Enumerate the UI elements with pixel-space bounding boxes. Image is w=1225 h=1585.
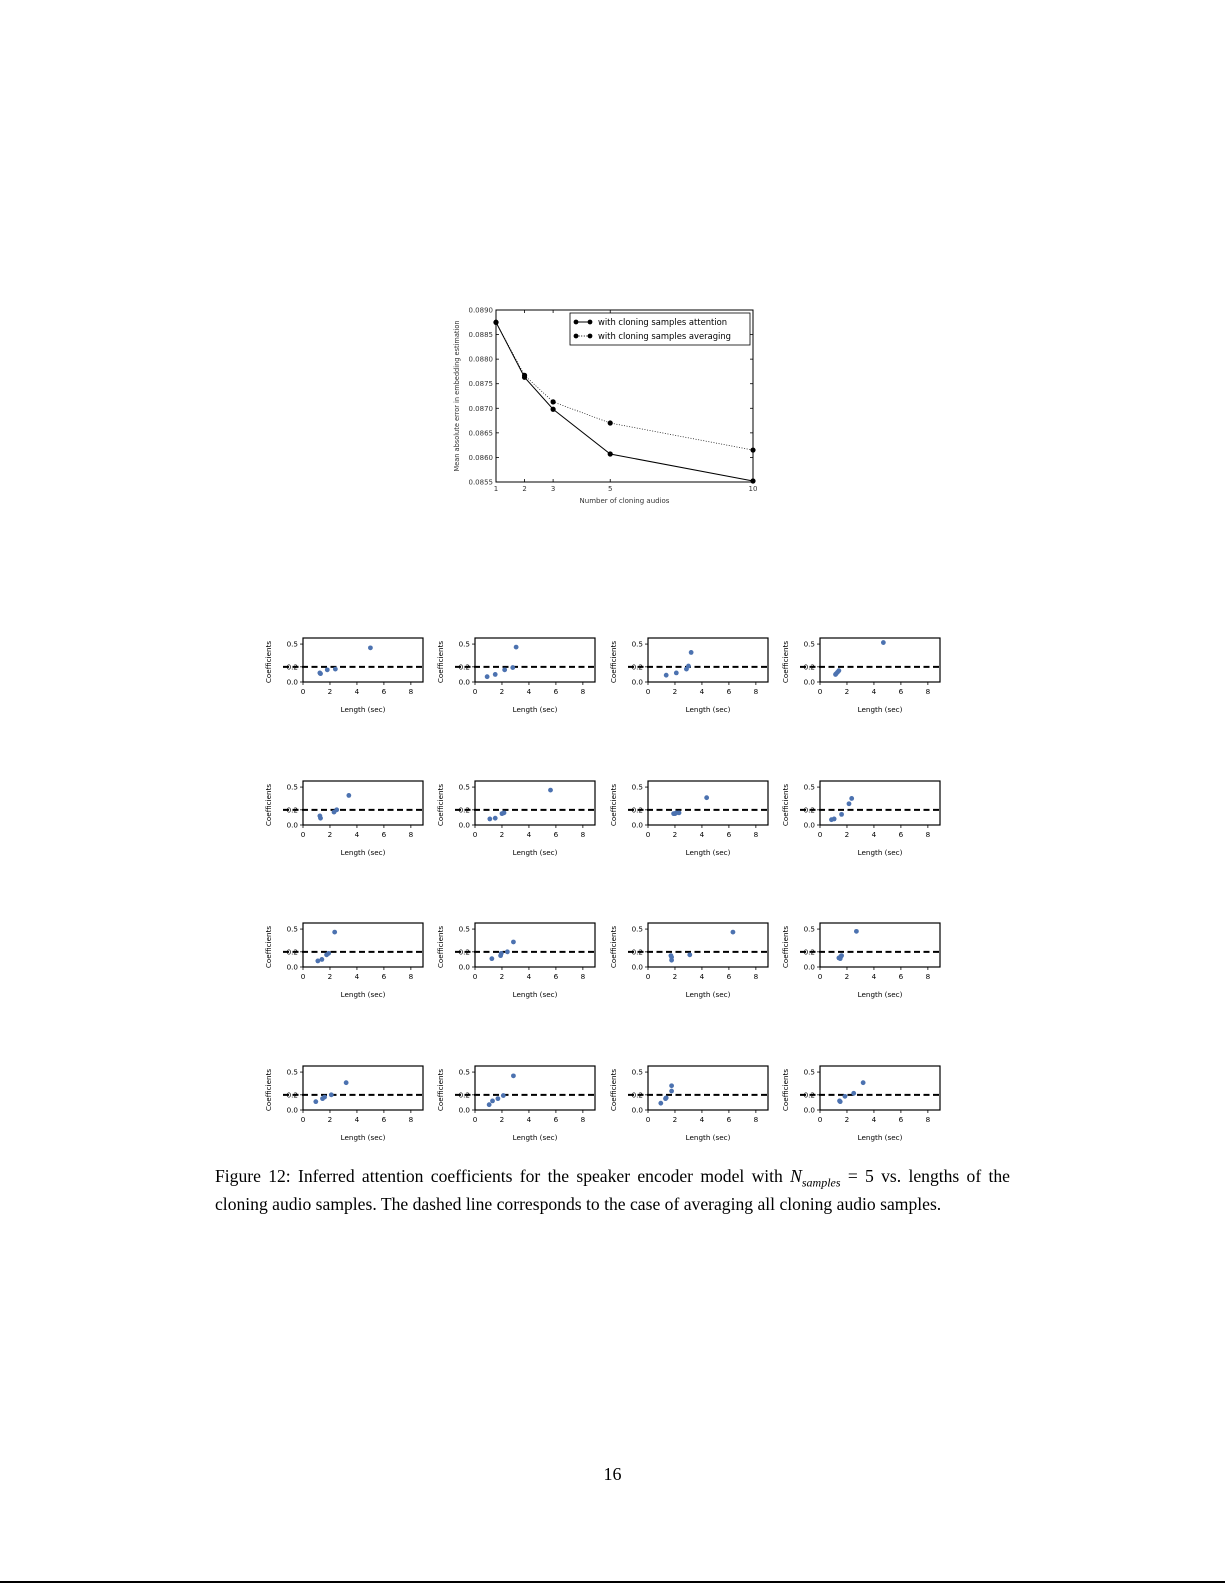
y-axis-label: Coefficients <box>609 783 618 827</box>
x-axis-label: Length (sec) <box>512 1133 558 1142</box>
x-tick-label: 8 <box>925 972 931 981</box>
y-axis-label: Coefficients <box>609 640 618 684</box>
panel-frame <box>648 1066 768 1110</box>
x-tick-label: 2 <box>327 1115 333 1124</box>
x-tick-label: 4 <box>699 1115 705 1124</box>
x-tick-label: 2 <box>327 830 333 839</box>
coefficient-point <box>832 817 837 822</box>
coefficient-point <box>368 645 373 650</box>
x-tick-label: 2 <box>499 687 505 696</box>
y-tick-label: 0.5 <box>803 782 815 792</box>
y-tick-label: 0.0 <box>286 820 298 830</box>
line-chart-svg <box>445 300 765 510</box>
x-tick-label: 2 <box>327 687 333 696</box>
x-tick-label: 8 <box>580 1115 586 1124</box>
coefficient-point <box>313 1099 318 1104</box>
data-point <box>608 451 613 456</box>
y-axis-label: Coefficients <box>781 640 790 684</box>
coefficient-point <box>686 664 691 669</box>
y-tick-label: 0.2 <box>286 662 298 672</box>
x-axis-label: Length (sec) <box>340 990 386 999</box>
panel-frame <box>820 923 940 967</box>
coefficient-point <box>847 801 852 806</box>
x-axis-label: Length (sec) <box>340 1133 386 1142</box>
scatter-panel-4 <box>775 630 950 720</box>
x-tick-label: 6 <box>898 1115 904 1124</box>
coefficient-point <box>664 1095 669 1100</box>
panel-frame <box>475 1066 595 1110</box>
x-tick-label: 6 <box>553 972 559 981</box>
y-tick-label: 0.2 <box>803 662 815 672</box>
x-tick-label: 0 <box>472 972 478 981</box>
x-tick-label: 4 <box>526 972 532 981</box>
coefficient-point <box>325 667 330 672</box>
x-tick-label: 6 <box>381 830 387 839</box>
y-tick-label: 0.0880 <box>468 355 493 364</box>
y-tick-label: 0.0 <box>803 962 815 972</box>
x-tick-label: 6 <box>898 972 904 981</box>
coefficient-point <box>669 958 674 963</box>
y-tick-label: 0.5 <box>631 639 643 649</box>
panel-frame <box>475 638 595 682</box>
coefficient-point <box>731 930 736 935</box>
caption-math: $N_{samples}$ <box>790 1166 841 1190</box>
scatter-panel-11 <box>603 915 778 1005</box>
data-point <box>551 399 556 404</box>
y-tick-label: 0.2 <box>458 805 470 815</box>
scatter-panel-6 <box>430 773 605 863</box>
coefficient-point <box>329 1092 334 1097</box>
x-tick-label: 6 <box>726 830 732 839</box>
y-tick-label: 0.0 <box>458 962 470 972</box>
x-tick-label: 4 <box>871 972 877 981</box>
coefficient-point <box>318 816 323 821</box>
y-tick-label: 0.0890 <box>468 306 493 315</box>
x-tick-label: 4 <box>526 1115 532 1124</box>
legend-entry: with cloning samples attention <box>598 317 728 327</box>
y-tick-label: 0.0 <box>631 1105 643 1115</box>
coefficient-point <box>502 810 507 815</box>
coefficient-point <box>704 795 709 800</box>
y-axis-label: Coefficients <box>436 1068 445 1112</box>
scatter-panel-2 <box>430 630 605 720</box>
coefficient-point <box>838 1099 843 1104</box>
coefficient-point <box>854 929 859 934</box>
coefficient-point <box>319 957 324 962</box>
y-tick-label: 0.0 <box>286 962 298 972</box>
coefficient-point <box>332 930 337 935</box>
x-tick-label: 6 <box>381 687 387 696</box>
caption-suffix: = 5 vs. lengths of the cloning audio samples. The dashed line corresponds to the case of averaging all cloning audio samples. <box>215 1166 1010 1214</box>
x-tick-label: 4 <box>354 830 360 839</box>
legend <box>570 313 750 345</box>
x-tick-label: 8 <box>925 830 931 839</box>
coefficient-point <box>881 640 886 645</box>
y-tick-label: 0.0 <box>286 677 298 687</box>
coefficient-point <box>493 672 498 677</box>
y-tick-label: 0.5 <box>286 924 298 934</box>
data-point <box>522 373 527 378</box>
x-tick-label: 2 <box>672 687 678 696</box>
y-axis-label: Coefficients <box>781 1068 790 1112</box>
scatter-panel-3 <box>603 630 778 720</box>
x-tick-label: 8 <box>753 687 759 696</box>
x-tick-label: 4 <box>699 972 705 981</box>
coefficient-point <box>511 940 516 945</box>
coefficient-point <box>839 812 844 817</box>
caption-prefix: Figure 12: Inferred attention coefficients for the speaker encoder model with <box>215 1166 791 1186</box>
y-axis-label: Coefficients <box>264 640 273 684</box>
x-tick-label: 4 <box>354 687 360 696</box>
y-tick-label: 0.5 <box>286 1067 298 1077</box>
x-tick-label: 8 <box>408 1115 414 1124</box>
x-tick-label: 1 <box>493 485 499 493</box>
coefficient-point <box>674 670 679 675</box>
panel-frame <box>820 781 940 825</box>
x-tick-label: 6 <box>726 1115 732 1124</box>
y-tick-label: 0.2 <box>286 805 298 815</box>
coefficient-point <box>505 949 510 954</box>
y-tick-label: 0.0 <box>631 820 643 830</box>
y-tick-label: 0.5 <box>803 924 815 934</box>
x-axis-label: Length (sec) <box>340 848 386 857</box>
x-tick-label: 2 <box>844 1115 850 1124</box>
y-tick-label: 0.2 <box>803 947 815 957</box>
x-axis-label: Length (sec) <box>685 705 731 714</box>
x-axis-label: Length (sec) <box>685 990 731 999</box>
coefficient-point <box>510 665 515 670</box>
scatter-panel-12 <box>775 915 950 1005</box>
x-axis-label: Length (sec) <box>857 1133 903 1142</box>
x-tick-label: 4 <box>526 830 532 839</box>
y-tick-label: 0.5 <box>286 782 298 792</box>
y-tick-label: 0.2 <box>631 805 643 815</box>
x-tick-label: 0 <box>300 1115 306 1124</box>
x-axis-label: Length (sec) <box>512 705 558 714</box>
coefficient-point <box>485 674 490 679</box>
series-line-0 <box>496 322 753 481</box>
legend-entry: with cloning samples averaging <box>598 331 731 341</box>
x-tick-label: 0 <box>645 1115 651 1124</box>
coefficient-point <box>490 1098 495 1103</box>
y-tick-label: 0.5 <box>631 924 643 934</box>
x-tick-label: 0 <box>645 830 651 839</box>
y-tick-label: 0.2 <box>803 1090 815 1100</box>
x-tick-label: 8 <box>580 972 586 981</box>
coefficient-point <box>334 807 339 812</box>
x-axis-label: Length (sec) <box>340 705 386 714</box>
x-tick-label: 0 <box>817 687 823 696</box>
y-tick-label: 0.2 <box>803 805 815 815</box>
coefficient-point <box>496 1096 501 1101</box>
x-tick-label: 0 <box>300 830 306 839</box>
x-tick-label: 8 <box>925 1115 931 1124</box>
x-tick-label: 2 <box>672 1115 678 1124</box>
y-tick-label: 0.2 <box>458 947 470 957</box>
coefficient-point <box>669 1089 674 1094</box>
data-point <box>493 320 498 325</box>
scatter-panel-8 <box>775 773 950 863</box>
x-axis-label: Length (sec) <box>857 705 903 714</box>
y-tick-label: 0.5 <box>458 782 470 792</box>
y-tick-label: 0.2 <box>458 662 470 672</box>
x-tick-label: 2 <box>327 972 333 981</box>
x-tick-label: 8 <box>753 830 759 839</box>
x-tick-label: 0 <box>300 972 306 981</box>
y-tick-label: 0.0 <box>286 1105 298 1115</box>
x-tick-label: 4 <box>699 830 705 839</box>
coefficient-point <box>346 793 351 798</box>
x-tick-label: 0 <box>645 687 651 696</box>
coefficient-point <box>548 788 553 793</box>
y-tick-label: 0.0 <box>631 962 643 972</box>
x-tick-label: 6 <box>381 972 387 981</box>
x-axis-label: Length (sec) <box>685 848 731 857</box>
x-tick-label: 2 <box>844 830 850 839</box>
x-tick-label: 0 <box>472 687 478 696</box>
y-axis-label: Coefficients <box>436 925 445 969</box>
coefficient-point <box>849 796 854 801</box>
y-axis-label: Coefficients <box>609 925 618 969</box>
figure-caption <box>215 1166 1010 1215</box>
y-tick-label: 0.5 <box>631 1067 643 1077</box>
x-tick-label: 2 <box>499 1115 505 1124</box>
scatter-panel-16 <box>775 1058 950 1148</box>
scatter-panel-13 <box>258 1058 433 1148</box>
x-tick-label: 2 <box>672 972 678 981</box>
x-tick-label: 0 <box>817 830 823 839</box>
y-tick-label: 0.2 <box>286 1090 298 1100</box>
x-tick-label: 8 <box>925 687 931 696</box>
y-tick-label: 0.5 <box>803 1067 815 1077</box>
y-axis-label: Coefficients <box>264 1068 273 1112</box>
x-tick-label: 0 <box>472 830 478 839</box>
y-tick-label: 0.2 <box>631 947 643 957</box>
coefficient-point <box>489 956 494 961</box>
y-tick-label: 0.0 <box>458 820 470 830</box>
scatter-panel-15 <box>603 1058 778 1148</box>
y-tick-label: 0.2 <box>631 662 643 672</box>
y-tick-label: 0.0 <box>631 677 643 687</box>
x-tick-label: 8 <box>753 1115 759 1124</box>
x-tick-label: 6 <box>381 1115 387 1124</box>
x-axis-label: Length (sec) <box>512 848 558 857</box>
coefficient-point <box>344 1080 349 1085</box>
scatter-panel-1 <box>258 630 433 720</box>
y-axis-label: Mean absolute error in embedding estimation <box>453 320 461 472</box>
coefficient-point <box>861 1080 866 1085</box>
coefficient-point <box>839 953 844 958</box>
y-axis-label: Coefficients <box>781 925 790 969</box>
x-tick-label: 2 <box>672 830 678 839</box>
x-axis-label: Length (sec) <box>857 848 903 857</box>
data-point <box>551 407 556 412</box>
coefficient-point <box>851 1091 856 1096</box>
y-tick-label: 0.0 <box>458 677 470 687</box>
y-tick-label: 0.0 <box>803 677 815 687</box>
coefficient-point <box>487 1102 492 1107</box>
y-tick-label: 0.0885 <box>468 331 493 340</box>
x-tick-label: 4 <box>354 1115 360 1124</box>
data-point <box>608 420 613 425</box>
y-tick-label: 0.0 <box>803 820 815 830</box>
coefficient-point <box>836 668 841 673</box>
y-tick-label: 0.5 <box>458 639 470 649</box>
coefficient-point <box>664 673 669 678</box>
x-tick-label: 0 <box>817 1115 823 1124</box>
x-tick-label: 8 <box>580 687 586 696</box>
x-tick-label: 4 <box>526 687 532 696</box>
x-tick-label: 10 <box>748 485 758 493</box>
y-tick-label: 0.5 <box>803 639 815 649</box>
coefficient-point <box>658 1101 663 1106</box>
x-tick-label: 0 <box>472 1115 478 1124</box>
x-tick-label: 6 <box>898 830 904 839</box>
y-tick-label: 0.5 <box>458 1067 470 1077</box>
x-tick-label: 6 <box>553 830 559 839</box>
x-tick-label: 4 <box>354 972 360 981</box>
panel-frame <box>820 638 940 682</box>
x-tick-label: 0 <box>817 972 823 981</box>
x-tick-label: 6 <box>553 687 559 696</box>
scatter-panel-5 <box>258 773 433 863</box>
y-tick-label: 0.2 <box>458 1090 470 1100</box>
coefficient-point <box>502 667 507 672</box>
coefficient-point <box>677 810 682 815</box>
coefficient-point <box>501 1093 506 1098</box>
x-tick-label: 5 <box>607 485 613 493</box>
panel-frame <box>303 1066 423 1110</box>
x-tick-label: 8 <box>753 972 759 981</box>
scatter-panel-9 <box>258 915 433 1005</box>
y-axis-label: Coefficients <box>781 783 790 827</box>
y-tick-label: 0.0875 <box>468 380 493 389</box>
x-tick-label: 8 <box>408 830 414 839</box>
y-tick-label: 0.5 <box>286 639 298 649</box>
x-tick-label: 6 <box>553 1115 559 1124</box>
x-tick-label: 2 <box>844 972 850 981</box>
y-axis-label: Coefficients <box>264 783 273 827</box>
x-tick-label: 8 <box>408 972 414 981</box>
x-axis-label: Number of cloning audios <box>579 497 670 505</box>
panel-frame <box>648 781 768 825</box>
x-tick-label: 2 <box>499 972 505 981</box>
coefficient-point <box>687 952 692 957</box>
y-tick-label: 0.2 <box>286 947 298 957</box>
y-tick-label: 0.0860 <box>468 453 493 462</box>
y-tick-label: 0.0870 <box>468 404 493 413</box>
x-tick-label: 0 <box>300 687 306 696</box>
y-tick-label: 0.5 <box>458 924 470 934</box>
y-axis-label: Coefficients <box>264 925 273 969</box>
x-tick-label: 8 <box>408 687 414 696</box>
coefficient-point <box>669 1083 674 1088</box>
coefficient-point <box>317 670 322 675</box>
x-tick-label: 6 <box>898 687 904 696</box>
coefficient-point <box>511 1073 516 1078</box>
y-axis-label: Coefficients <box>609 1068 618 1112</box>
x-tick-label: 6 <box>726 687 732 696</box>
coefficient-point <box>333 667 338 672</box>
data-point <box>750 447 755 452</box>
scatter-panel-7 <box>603 773 778 863</box>
y-tick-label: 0.5 <box>631 782 643 792</box>
coefficient-point <box>499 951 504 956</box>
y-axis-label: Coefficients <box>436 640 445 684</box>
y-tick-label: 0.0 <box>458 1105 470 1115</box>
x-tick-label: 2 <box>844 687 850 696</box>
page-number: 16 <box>603 1464 622 1484</box>
x-tick-label: 4 <box>871 1115 877 1124</box>
coefficient-point <box>322 1095 327 1100</box>
x-tick-label: 4 <box>871 687 877 696</box>
x-tick-label: 4 <box>871 830 877 839</box>
panel-frame <box>820 1066 940 1110</box>
x-axis-label: Length (sec) <box>685 1133 731 1142</box>
x-axis-label: Length (sec) <box>857 990 903 999</box>
y-tick-label: 0.2 <box>631 1090 643 1100</box>
coefficient-point <box>689 650 694 655</box>
x-tick-label: 6 <box>726 972 732 981</box>
x-tick-label: 0 <box>645 972 651 981</box>
coefficient-point <box>326 951 331 956</box>
y-tick-label: 0.0 <box>803 1105 815 1115</box>
y-tick-label: 0.0865 <box>468 429 493 438</box>
line-chart-mae <box>445 300 765 514</box>
x-tick-label: 3 <box>550 485 556 493</box>
y-tick-label: 0.0855 <box>468 478 493 487</box>
scatter-panel-10 <box>430 915 605 1005</box>
coefficient-point <box>493 816 498 821</box>
scatter-panel-14 <box>430 1058 605 1148</box>
x-tick-label: 2 <box>522 485 527 493</box>
coefficient-point <box>843 1094 848 1099</box>
panel-frame <box>648 923 768 967</box>
bottom-rule <box>0 1581 1225 1583</box>
x-tick-label: 4 <box>699 687 705 696</box>
coefficient-point <box>514 645 519 650</box>
x-tick-label: 2 <box>499 830 505 839</box>
coefficient-point <box>487 817 492 822</box>
data-point <box>750 478 755 483</box>
x-tick-label: 8 <box>580 830 586 839</box>
x-axis-label: Length (sec) <box>512 990 558 999</box>
y-axis-label: Coefficients <box>436 783 445 827</box>
